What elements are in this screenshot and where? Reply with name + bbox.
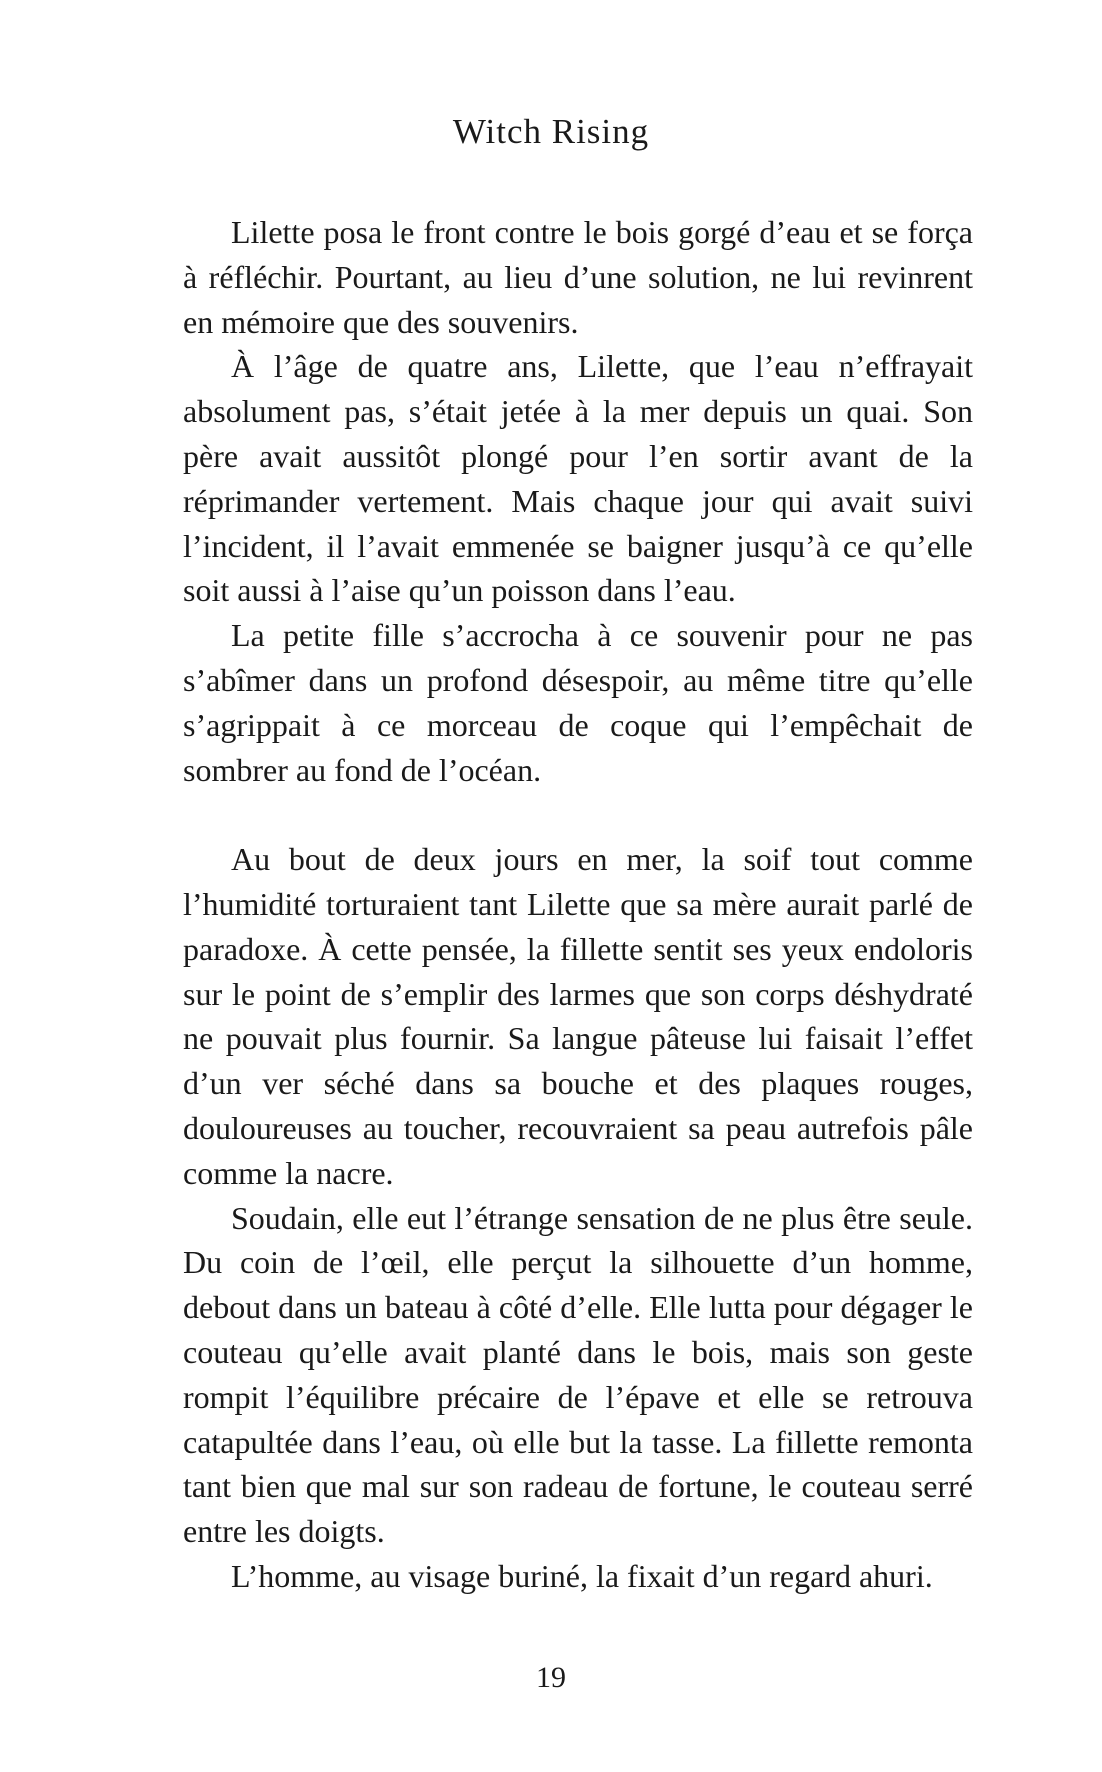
paragraph: L’homme, au visage buriné, la fixait d’un regard ahuri. <box>231 1557 933 1594</box>
paragraph: Lilette posa le front contre le bois gorgé d’eau et se força à réfléchir. Pourtant, au lieu d’une solution, ne lui revinrent en mémoire que des souvenirs. <box>183 214 973 340</box>
page-number: 19 <box>536 1661 566 1694</box>
paragraph: La petite fille s’accrocha à ce souvenir pour ne pas s’abîmer dans un profond désespoir, au même titre qu’elle s’agrippait à ce morceau de coque qui l’empêchait de sombrer au fond de l’océan. <box>183 617 973 788</box>
scene-break <box>183 792 973 837</box>
paragraph: Soudain, elle eut l’étrange sensation de ne plus être seule. Du coin de l’œil, elle perçut la silhouette d’un homme, debout dans un bateau à côté d’elle. Elle lutta pour dégager le couteau qu’elle avait planté dans le bois, mais son geste rompit l’équilibre précaire de l’épave et elle se retrouva catapultée dans l’eau, où elle but la tasse. La fillette remonta tant bien que mal sur son radeau de fortune, le couteau serré entre les doigts. <box>183 1199 973 1550</box>
paragraph: Au bout de deux jours en mer, la soif tout comme l’humidité torturaient tant Lilette que sa mère aurait parlé de paradoxe. À cette pensée, la fillette sentit ses yeux endoloris sur le point de s’emplir des larmes que son corps déshydraté ne pouvait plus fournir. Sa langue pâteuse lui faisait l’effet d’un ver séché dans sa bouche et des plaques rouges, douloureuses au toucher, recouvraient sa peau autrefois pâle comme la nacre. <box>183 841 973 1191</box>
paragraph: À l’âge de quatre ans, Lilette, que l’eau n’effrayait absolument pas, s’était jetée à la mer depuis un quai. Son père avait aussitôt plongé pour l’en sortir avant de la réprimander vertement. Mais chaque jour qui avait suivi l’incident, il l’avait emmenée se baigner jusqu’à ce qu’elle soit aussi à l’aise qu’un poisson dans l’eau. <box>183 348 973 609</box>
body-text <box>183 210 973 1599</box>
running-head-title: Witch Rising <box>452 112 650 151</box>
